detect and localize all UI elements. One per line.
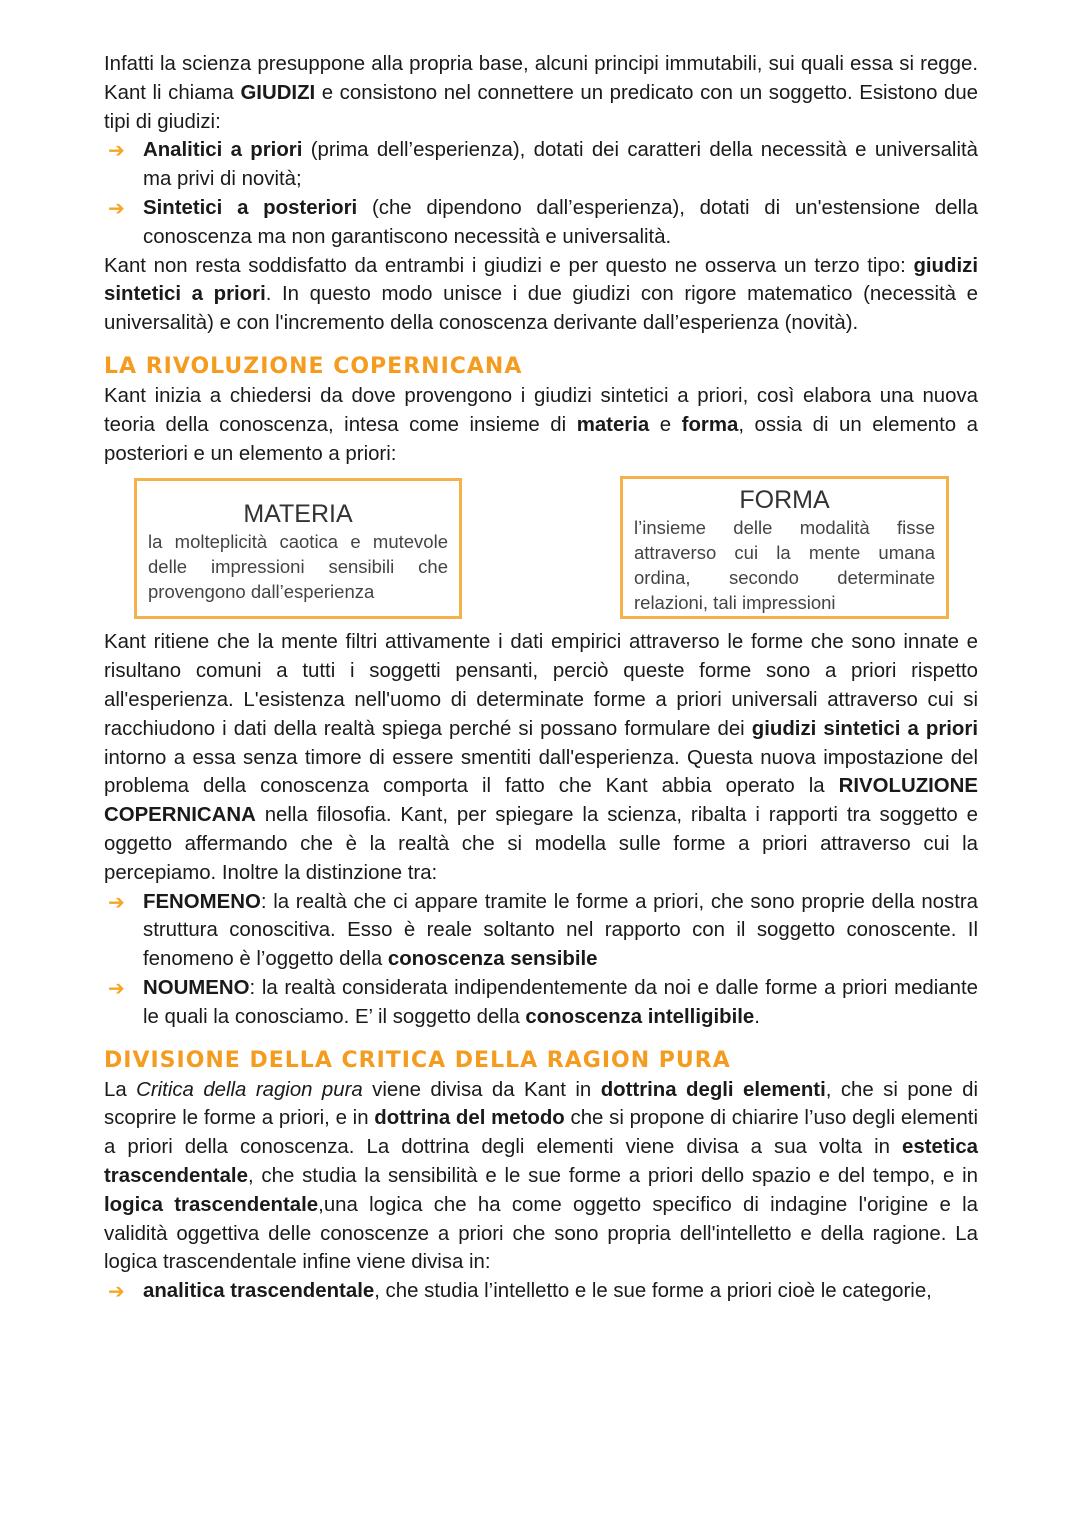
arrow-icon: ➔	[108, 195, 125, 220]
section-heading-rivoluzione: LA RIVOLUZIONE COPERNICANA	[104, 353, 523, 379]
materia-title: MATERIA	[243, 500, 353, 529]
section2-paragraph: La Critica della ragion pura viene divisa da Kant in dottrina degli elementi, che si pone di scoprire le forme a priori, e in dottrina del metodo che si propone di chiarire l’uso degli elementi a priori della conoscenza. La dottrina degli elementi viene divisa a sua volta in estetica trascendentale, che studia la sensibilità e le sue forme a priori dello spazio e del tempo, e in logica trascendentale,una logica che ha come oggetto specifico di indagine l'origine e la validità oggettiva delle conoscenze a priori che sono propria dell'intelletto e della ragione. La logica trascendentale infine viene divisa in:	[104, 1078, 978, 1274]
list-item: ➔ FENOMENO: la realtà che ci appare tramite le forme a priori, che sono proprie della nostra struttura conoscitiva. Esso è reale soltanto nel rapporto con il soggetto conoscente. Il fenomeno è l’oggetto della conoscenza sensibile	[108, 889, 978, 971]
document-page	[104, 50, 978, 1306]
forma-description: l’insieme delle modalità fisse attraverso cui la mente umana ordina, secondo determinate relazioni, tali impressioni	[634, 517, 935, 614]
materia-description: la molteplicità caotica e mutevole delle impressioni sensibili che provengono dall’esperienza	[148, 531, 448, 603]
judgement-types-list	[104, 136, 978, 251]
fenomeno-noumeno-list	[104, 888, 978, 1032]
list-item: ➔ analitica trascendentale, che studia l’intelletto e le sue forme a priori cioè le categorie,	[104, 1277, 978, 1306]
arrow-icon: ➔	[108, 138, 125, 163]
arrow-icon: ➔	[108, 889, 125, 914]
materia-forma-boxes	[104, 476, 978, 622]
materia-box	[134, 478, 462, 619]
intro-paragraph-1: Infatti la scienza presuppone alla propria base, alcuni principi immutabili, sui quali essa si regge. Kant li chiama GIUDIZI e consistono nel connettere un predicato con un soggetto. Esistono due tipi di giudizi:	[104, 53, 979, 133]
forma-title: FORMA	[739, 486, 830, 515]
arrow-icon: ➔	[108, 975, 125, 1000]
forma-box	[620, 476, 949, 619]
arrow-icon: ➔	[108, 1279, 125, 1304]
list-item: ➔ Sintetici a posteriori (che dipendono dall’esperienza), dotati di un'estensione della conoscenza ma non garantiscono necessità e universalità.	[108, 195, 978, 248]
list-item: ➔ Analitici a priori (prima dell’esperienza), dotati dei caratteri della necessità e universalità ma privi di novità;	[108, 138, 978, 191]
section1-paragraph-1: Kant inizia a chiedersi da dove provengono i giudizi sintetici a priori, così elabora una nuova teoria della conoscenza, intesa come insieme di materia e forma, ossia di un elemento a posteriori e un elemento a priori:	[104, 384, 979, 465]
intro-paragraph-2: Kant non resta soddisfatto da entrambi i giudizi e per questo ne osserva un terzo tipo: giudizi sintetici a priori. In questo modo unisce i due giudizi con rigore matematico (necessità e universalità) e con l'incremento della conoscenza derivante dall’esperienza (novità).	[104, 254, 978, 335]
section-heading-divisione: DIVISIONE DELLA CRITICA DELLA RAGION PURA	[104, 1047, 731, 1073]
list-item: ➔ NOUMENO: la realtà considerata indipendentemente da noi e dalle forme a priori mediante le quali la conosciamo. E’ il soggetto della conoscenza intelligibile.	[108, 975, 978, 1028]
section1-paragraph-2: Kant ritiene che la mente filtri attivamente i dati empirici attraverso le forme che sono innate e risultano comuni a tutti i soggetti pensanti, perciò queste forme sono a priori rispetto all'esperienza. L'esistenza nell'uomo di determinate forme a priori universali attraverso cui si racchiudono i dati della realtà spiega perché si possano formulare dei giudizi sintetici a priori intorno a essa senza timore di essere smentiti dall'esperienza. Questa nuova impostazione del problema della conoscenza comporta il fatto che Kant abbia operato la RIVOLUZIONE COPERNICANA nella filosofia. Kant, per spiegare la scienza, ribalta i rapporti tra soggetto e oggetto affermando che è la realtà che si modella sulle forme a priori attraverso cui la percepiamo. Inoltre la distinzione tra:	[104, 631, 978, 884]
term-giudizi: GIUDIZI	[240, 81, 316, 104]
logica-list	[104, 1277, 978, 1306]
